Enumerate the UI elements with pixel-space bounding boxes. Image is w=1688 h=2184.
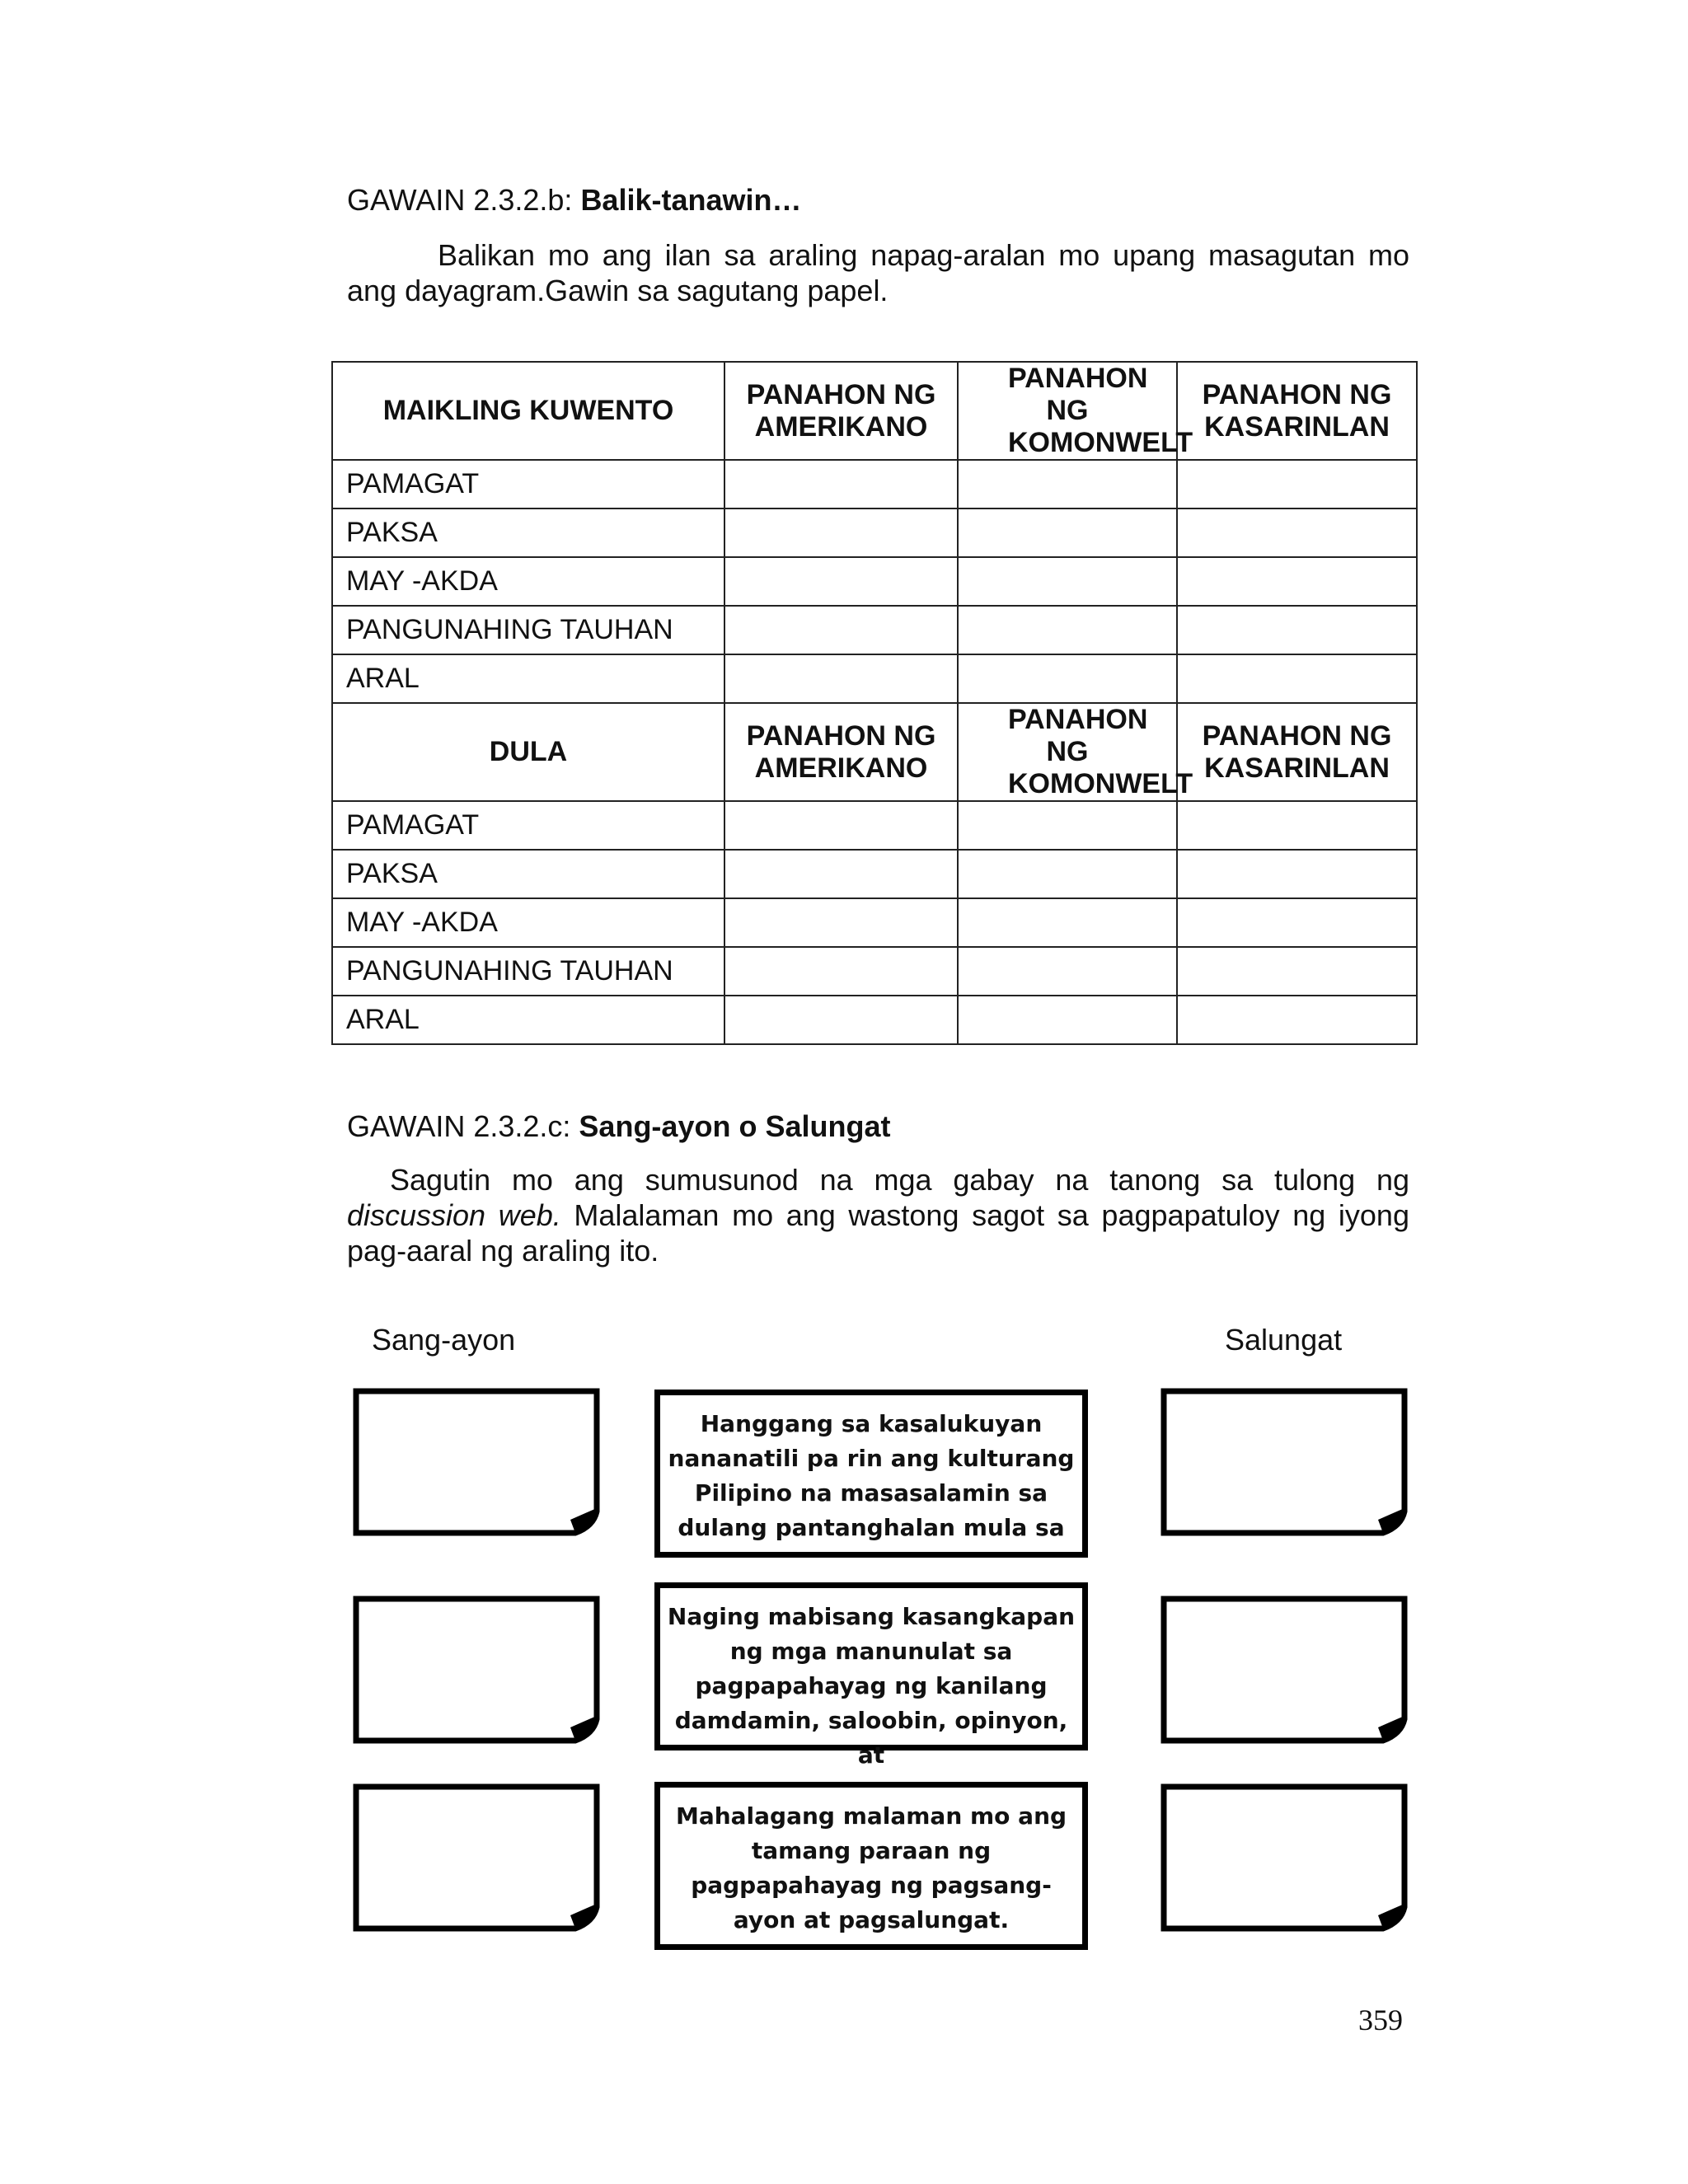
salungat-label: Salungat [1225, 1323, 1343, 1357]
answer-cell[interactable] [724, 947, 958, 996]
table-row [332, 898, 1417, 947]
gawain-c-prefix: GAWAIN 2.3.2.c: [347, 1109, 579, 1143]
section-title-cell: MAIKLING KUWENTO [332, 362, 724, 460]
answer-cell[interactable] [724, 898, 958, 947]
answer-cell[interactable] [724, 557, 958, 606]
answer-cell[interactable] [1177, 898, 1417, 947]
section-title-cell: DULA [332, 703, 724, 801]
table-row [332, 801, 1417, 850]
answer-cell[interactable] [958, 606, 1177, 654]
answer-cell[interactable] [724, 509, 958, 557]
instruction-italic: discussion web. [347, 1198, 561, 1232]
table-row [332, 850, 1417, 898]
answer-cell[interactable] [958, 801, 1177, 850]
answer-cell[interactable] [958, 654, 1177, 703]
period-header-cell: PANAHON NG AMERIKANO [724, 362, 958, 460]
statement-box-2: Naging mabisang kasangkapan ng mga manunulat sa pagpapahayag ng kanilang damdamin, saloobin, opinyon, at [654, 1582, 1088, 1750]
period-header-cell: PANAHON NG KASARINLAN [1177, 703, 1417, 801]
answer-cell[interactable] [1177, 947, 1417, 996]
answer-cell[interactable] [1177, 801, 1417, 850]
table-header-row [332, 362, 1417, 460]
answer-cell[interactable] [1177, 509, 1417, 557]
row-label-cell: ARAL [332, 654, 724, 703]
curled-note-icon [1160, 1783, 1408, 1932]
answer-cell[interactable] [1177, 850, 1417, 898]
row-label-cell: PAMAGAT [332, 801, 724, 850]
table-row [332, 557, 1417, 606]
answer-cell[interactable] [1177, 606, 1417, 654]
row-label-cell: ARAL [332, 996, 724, 1044]
table-row [332, 509, 1417, 557]
answer-cell[interactable] [1177, 460, 1417, 509]
curled-note-icon [353, 1783, 600, 1932]
table-row [332, 460, 1417, 509]
answer-cell[interactable] [1177, 557, 1417, 606]
gawain-c-instruction [347, 1162, 1409, 1268]
period-header-cell: PANAHON NG KOMONWELT [958, 362, 1177, 460]
row-label-cell: MAY -AKDA [332, 898, 724, 947]
statement-box-3: Mahalagang malaman mo ang tamang paraan ng pagpapahayag ng pagsang-ayon at pagsalungat. [654, 1782, 1088, 1950]
salungat-answer-box-1[interactable] [1160, 1388, 1400, 1528]
gawain-b-prefix: GAWAIN 2.3.2.b: [347, 183, 581, 217]
answer-cell[interactable] [724, 654, 958, 703]
gawain-b-instruction: Balikan mo ang ilan sa araling napag-aralan mo upang masagutan mo ang dayagram.Gawin sa sagutang papel. [347, 238, 1409, 307]
curled-note-icon [1160, 1388, 1408, 1536]
answer-cell[interactable] [724, 801, 958, 850]
period-header-cell: PANAHON NG KOMONWELT [958, 703, 1177, 801]
page-number: 359 [1358, 2004, 1403, 2036]
period-header-cell: PANAHON NG KASARINLAN [1177, 362, 1417, 460]
answer-cell[interactable] [724, 606, 958, 654]
salungat-answer-box-3[interactable] [1160, 1783, 1400, 1924]
table-row [332, 996, 1417, 1044]
answer-cell[interactable] [724, 460, 958, 509]
answer-cell[interactable] [958, 947, 1177, 996]
table-row [332, 606, 1417, 654]
row-label-cell: MAY -AKDA [332, 557, 724, 606]
instruction-start: Sagutin mo ang sumusunod na mga gabay na tanong sa tulong ng [390, 1163, 1409, 1197]
answer-cell[interactable] [958, 557, 1177, 606]
period-header-cell: PANAHON NG AMERIKANO [724, 703, 958, 801]
sang-ayon-answer-box-2[interactable] [353, 1596, 592, 1736]
answer-cell[interactable] [958, 460, 1177, 509]
answer-cell[interactable] [724, 996, 958, 1044]
row-label-cell: PAMAGAT [332, 460, 724, 509]
instruction-end: Malalaman mo ang wastong sagot sa pagpapatuloy ng iyong pag-aaral ng araling ito. [347, 1198, 1409, 1268]
gawain-c-heading [347, 1109, 890, 1144]
sang-ayon-label: Sang-ayon [372, 1323, 516, 1357]
curled-note-icon [353, 1596, 600, 1744]
salungat-answer-box-2[interactable] [1160, 1596, 1400, 1736]
curled-note-icon [353, 1388, 600, 1536]
row-label-cell: PANGUNAHING TAUHAN [332, 947, 724, 996]
table-row [332, 947, 1417, 996]
sang-ayon-answer-box-1[interactable] [353, 1388, 592, 1528]
answer-cell[interactable] [1177, 996, 1417, 1044]
row-label-cell: PAKSA [332, 850, 724, 898]
statement-box-1: Hanggang sa kasalukuyan nananatili pa rin ang kulturang Pilipino na masasalamin sa dulang pantanghalan mula sa [654, 1390, 1088, 1558]
table-header-row [332, 703, 1417, 801]
row-label-cell: PANGUNAHING TAUHAN [332, 606, 724, 654]
curled-note-icon [1160, 1596, 1408, 1744]
table-row [332, 654, 1417, 703]
answer-cell[interactable] [958, 898, 1177, 947]
review-table [331, 361, 1418, 1045]
gawain-c-title: Sang-ayon o Salungat [579, 1109, 891, 1143]
answer-cell[interactable] [724, 850, 958, 898]
sang-ayon-answer-box-3[interactable] [353, 1783, 592, 1924]
row-label-cell: PAKSA [332, 509, 724, 557]
gawain-b-title: Balik-tanawin… [580, 183, 802, 217]
gawain-b-heading [347, 183, 802, 218]
answer-cell[interactable] [958, 509, 1177, 557]
answer-cell[interactable] [958, 996, 1177, 1044]
answer-cell[interactable] [1177, 654, 1417, 703]
answer-cell[interactable] [958, 850, 1177, 898]
